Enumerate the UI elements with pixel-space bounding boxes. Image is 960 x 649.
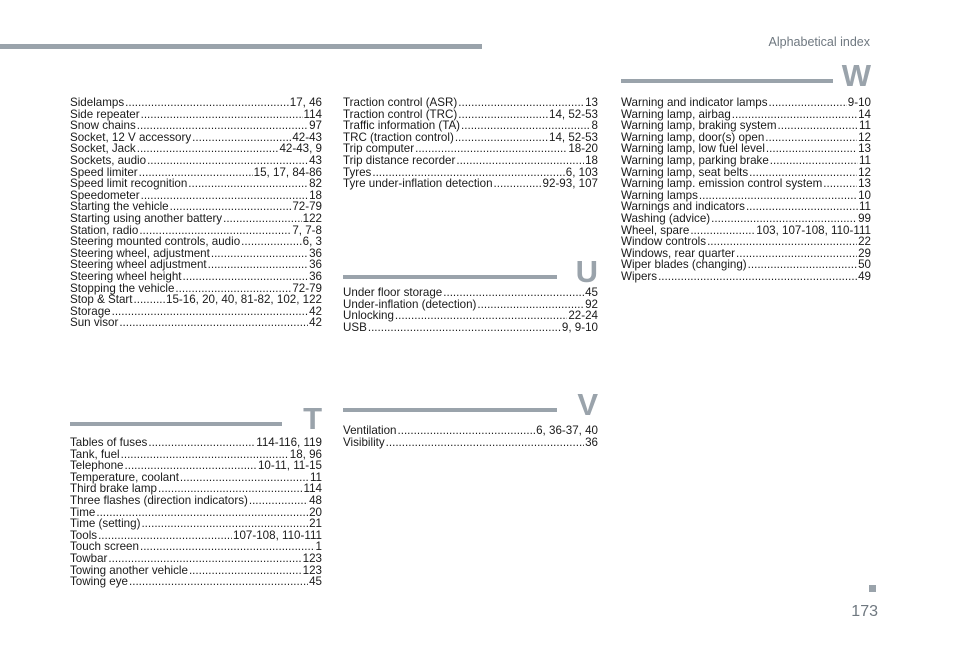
entry-term: Starting the vehicle (70, 200, 169, 214)
index-entry (70, 317, 322, 329)
leader-dots (112, 306, 308, 318)
entry-pages: 7, 7-8 (292, 223, 322, 237)
leader-dots (456, 155, 584, 167)
entry-term: Traffic information (TA) (343, 119, 461, 133)
entry-pages: 36 (309, 258, 322, 272)
heading-letter: W (841, 58, 871, 93)
index-entry (70, 271, 322, 283)
leader-dots (658, 271, 857, 283)
entry-term: Side repeater (70, 107, 140, 121)
entry-term: Three flashes (direction indicators) (70, 493, 248, 507)
header-bar (0, 44, 482, 49)
leader-dots (765, 132, 857, 144)
entry-pages: 22 (858, 235, 871, 249)
index-entry (70, 553, 322, 565)
entry-term: Telephone (70, 459, 124, 473)
index-entry (621, 271, 871, 283)
entry-pages: 72-79 (292, 200, 322, 214)
entry-term: Tank, fuel (70, 447, 120, 461)
entry-term: Under floor storage (343, 286, 443, 299)
entry-term: Traction control (ASR) (343, 96, 458, 109)
entry-pages: 18-20 (568, 142, 598, 156)
entry-pages: 15, 17, 84-86 (253, 165, 322, 179)
entry-pages: 43 (309, 153, 322, 167)
leader-dots (140, 541, 315, 553)
entry-term: Warning lamps (621, 188, 698, 202)
entry-pages: 114 (303, 107, 322, 121)
leader-dots (458, 97, 584, 109)
leader-dots (180, 472, 309, 484)
leader-dots (823, 178, 857, 190)
entry-term: Wheel, spare (621, 223, 690, 237)
leader-dots (458, 109, 548, 121)
entry-term: Speedometer (70, 188, 140, 202)
leader-dots (395, 310, 567, 322)
leader-dots (707, 236, 857, 248)
leader-dots (137, 143, 279, 155)
index-entry (621, 97, 871, 109)
entry-term: Station, radio (70, 223, 139, 237)
entry-term: Temperature, coolant (70, 470, 179, 484)
entry-pages: 6, 3 (302, 235, 322, 249)
entry-term: Steering mounted controls, audio (70, 235, 241, 249)
heading-rule (343, 408, 557, 412)
entry-pages: 6, 103 (565, 165, 598, 179)
entry-term: Windows, rear quarter (621, 246, 736, 260)
index-entry (621, 259, 871, 271)
index-entry (343, 97, 598, 109)
entry-term: Towing eye (70, 575, 129, 589)
entry-term: Speed limit recognition (70, 177, 188, 191)
leader-dots (443, 287, 584, 299)
index-entry (70, 541, 322, 553)
entry-pages: 123 (302, 551, 322, 565)
entry-term: Warning lamp, braking system (621, 119, 777, 133)
entry-term: Towing another vehicle (70, 563, 188, 577)
leader-dots (208, 259, 308, 271)
entry-pages: 6, 36-37, 40 (536, 424, 598, 437)
leader-dots (141, 109, 303, 121)
entry-pages: 14 (858, 107, 871, 121)
heading-rule (70, 422, 282, 426)
index-entry (343, 287, 598, 299)
entry-pages: 17, 46 (289, 96, 322, 109)
index-column-t (70, 437, 322, 588)
index-entry (70, 294, 322, 306)
entry-term: USB (343, 320, 367, 334)
entry-term: Snow chains (70, 119, 136, 133)
entry-term: Socket, Jack (70, 142, 136, 156)
index-entry (343, 437, 598, 449)
leader-dots (494, 178, 542, 190)
page-number: 173 (851, 603, 878, 620)
entry-pages: 45 (585, 286, 598, 299)
entry-pages: 9, 9-10 (561, 320, 598, 334)
entry-pages: 36 (309, 269, 322, 283)
entry-pages: 50 (858, 258, 871, 272)
entry-pages: 42 (309, 316, 322, 330)
leader-dots (386, 437, 584, 449)
entry-pages: 13 (858, 142, 871, 156)
leader-dots (211, 248, 308, 260)
index-entry (70, 236, 322, 248)
leader-dots (223, 213, 302, 225)
entry-pages: 114-116, 119 (256, 436, 322, 449)
entry-term: Time (70, 505, 96, 519)
entry-pages: 10-11, 11-15 (257, 459, 322, 473)
entry-pages: 11 (858, 153, 871, 167)
entry-pages: 13 (585, 96, 598, 109)
index-entry (343, 425, 598, 437)
entry-term: Sun visor (70, 316, 119, 330)
leader-dots (119, 317, 308, 329)
entry-pages: 123 (302, 563, 322, 577)
index-entry (621, 236, 871, 248)
entry-term: Unlocking (343, 309, 394, 323)
entry-term: Stopping the vehicle (70, 281, 175, 295)
entry-pages: 11 (309, 470, 322, 484)
entry-term: TRC (traction control) (343, 130, 454, 144)
entry-pages: 103, 107-108, 110-111 (756, 223, 871, 237)
entry-pages: 12 (858, 130, 871, 144)
index-entry (70, 495, 322, 507)
leader-dots (192, 132, 291, 144)
entry-pages: 29 (858, 246, 871, 260)
leader-dots (455, 132, 548, 144)
entry-term: Storage (70, 304, 111, 318)
entry-pages: 49 (858, 269, 871, 283)
leader-dots (766, 143, 857, 155)
entry-term: Warning lamp, parking brake (621, 153, 769, 167)
entry-term: Starting using another battery (70, 211, 223, 225)
entry-term: Towbar (70, 551, 108, 565)
entry-term: Warning lamp. emission control system (621, 177, 823, 191)
letter-heading-v (343, 386, 598, 420)
entry-term: Time (setting) (70, 517, 141, 531)
entry-pages: 82 (309, 177, 322, 191)
entry-term: Socket, 12 V accessory (70, 130, 192, 144)
entry-term: Steering wheel height (70, 269, 182, 283)
entry-pages: 18 (309, 188, 322, 202)
section-title: Alphabetical index (768, 35, 870, 49)
index-entry (621, 155, 871, 167)
entry-pages: 12 (858, 165, 871, 179)
index-column-w (621, 97, 871, 283)
entry-term: Stop & Start (70, 293, 133, 307)
entry-pages: 114 (303, 482, 322, 496)
index-column-s (70, 97, 322, 329)
heading-letter: V (577, 387, 598, 422)
entry-pages: 99 (858, 211, 871, 225)
entry-pages: 14, 52-53 (549, 107, 598, 121)
entry-term: Warning lamp, seat belts (621, 165, 749, 179)
entry-term: Sockets, audio (70, 153, 147, 167)
entry-pages: 92 (585, 297, 598, 311)
entry-term: Tools (70, 528, 98, 542)
index-entry (70, 155, 322, 167)
entry-pages: 72-79 (292, 281, 322, 295)
leader-dots (125, 97, 289, 109)
entry-pages: 42-43 (292, 130, 322, 144)
index-entry (70, 213, 322, 225)
entry-pages: 10 (858, 188, 871, 202)
letter-heading-w (621, 57, 871, 91)
page-marker (869, 585, 876, 592)
entry-term: Trip distance recorder (343, 153, 456, 167)
letter-heading-t (70, 400, 322, 434)
index-column-u (343, 287, 598, 333)
heading-rule (343, 275, 557, 279)
index-column-v (343, 425, 598, 448)
entry-term: Traction control (TRC) (343, 107, 458, 121)
leader-dots (249, 495, 308, 507)
entry-pages: 11 (858, 119, 871, 133)
entry-term: Tyres (343, 165, 372, 179)
leader-dots (241, 236, 302, 248)
leader-dots (189, 565, 302, 577)
entry-pages: 20 (309, 505, 322, 519)
entry-term: Speed limiter (70, 165, 138, 179)
index-entry (70, 576, 322, 588)
index-entry (343, 155, 598, 167)
entry-term: Under-inflation (detection) (343, 297, 477, 311)
entry-pages: 36 (585, 435, 598, 449)
entry-term: Wiper blades (changing) (621, 258, 747, 272)
leader-dots (147, 155, 308, 167)
leader-dots (398, 425, 536, 437)
entry-pages: 122 (302, 211, 322, 225)
entry-term: Visibility (343, 435, 385, 449)
entry-pages: 48 (309, 493, 322, 507)
entry-term: Warning lamp, low fuel level (621, 142, 765, 156)
entry-pages: 18, 96 (289, 447, 322, 461)
leader-dots (183, 271, 309, 283)
entry-term: Washing (advice) (621, 211, 711, 225)
entry-pages: 42-43, 9 (279, 142, 322, 156)
index-entry (70, 178, 322, 190)
leader-dots (188, 178, 308, 190)
entry-pages: 13 (858, 177, 871, 191)
entry-pages: 1 (315, 540, 322, 554)
leader-dots (368, 322, 561, 334)
entry-pages: 18 (585, 153, 598, 167)
entry-term: Warning lamp, door(s) open (621, 130, 765, 144)
index-entry (621, 178, 871, 190)
leader-dots (778, 120, 858, 132)
entry-term: Touch screen (70, 540, 139, 554)
entry-term: Steering wheel, adjustment (70, 246, 210, 260)
index-entry (343, 178, 598, 190)
index-entry (343, 322, 598, 334)
heading-letter: U (575, 254, 598, 289)
leader-dots (129, 576, 308, 588)
entry-pages: 9-10 (847, 96, 871, 109)
leader-dots (770, 155, 858, 167)
index-entry (343, 310, 598, 322)
index-entry (70, 97, 322, 109)
leader-dots (141, 518, 308, 530)
heading-letter: T (303, 401, 322, 436)
leader-dots (769, 97, 847, 109)
index-entry (621, 213, 871, 225)
leader-dots (148, 437, 255, 449)
entry-pages: 97 (309, 119, 322, 133)
index-column-t-cont (343, 97, 598, 190)
entry-term: Wipers (621, 269, 658, 283)
heading-rule (621, 79, 833, 83)
entry-pages: 45 (309, 575, 322, 589)
entry-term: Tyre under-inflation detection (343, 177, 493, 191)
entry-pages: 107-108, 110-111 (233, 528, 322, 542)
entry-term: Tables of fuses (70, 436, 148, 449)
entry-term: Warning lamp, airbag (621, 107, 731, 121)
entry-term: Third brake lamp (70, 482, 157, 496)
entry-pages: 42 (309, 304, 322, 318)
entry-pages: 92-93, 107 (542, 177, 598, 191)
index-entry (70, 437, 322, 449)
leader-dots (736, 248, 857, 260)
entry-pages: 36 (309, 246, 322, 260)
entry-pages: 21 (309, 517, 322, 531)
entry-term: Ventilation (343, 424, 397, 437)
entry-term: Sidelamps (70, 96, 125, 109)
leader-dots (134, 294, 165, 306)
leader-dots (746, 201, 858, 213)
entry-pages: 14, 52-53 (549, 130, 598, 144)
entry-pages: 22-24 (568, 309, 598, 323)
leader-dots (748, 259, 857, 271)
leader-dots (108, 553, 301, 565)
letter-heading-u (343, 253, 598, 287)
entry-term: Warning and indicator lamps (621, 96, 768, 109)
entry-term: Warnings and indicators (621, 200, 745, 214)
entry-term: Trip computer (343, 142, 415, 156)
entry-term: Window controls (621, 235, 707, 249)
entry-term: Steering wheel adjustment (70, 258, 207, 272)
leader-dots (711, 213, 857, 225)
index-entry (70, 518, 322, 530)
entry-pages: 11 (858, 200, 871, 214)
entry-pages: 8 (591, 119, 598, 133)
entry-pages: 15-16, 20, 40, 81-82, 102, 122 (166, 293, 322, 307)
